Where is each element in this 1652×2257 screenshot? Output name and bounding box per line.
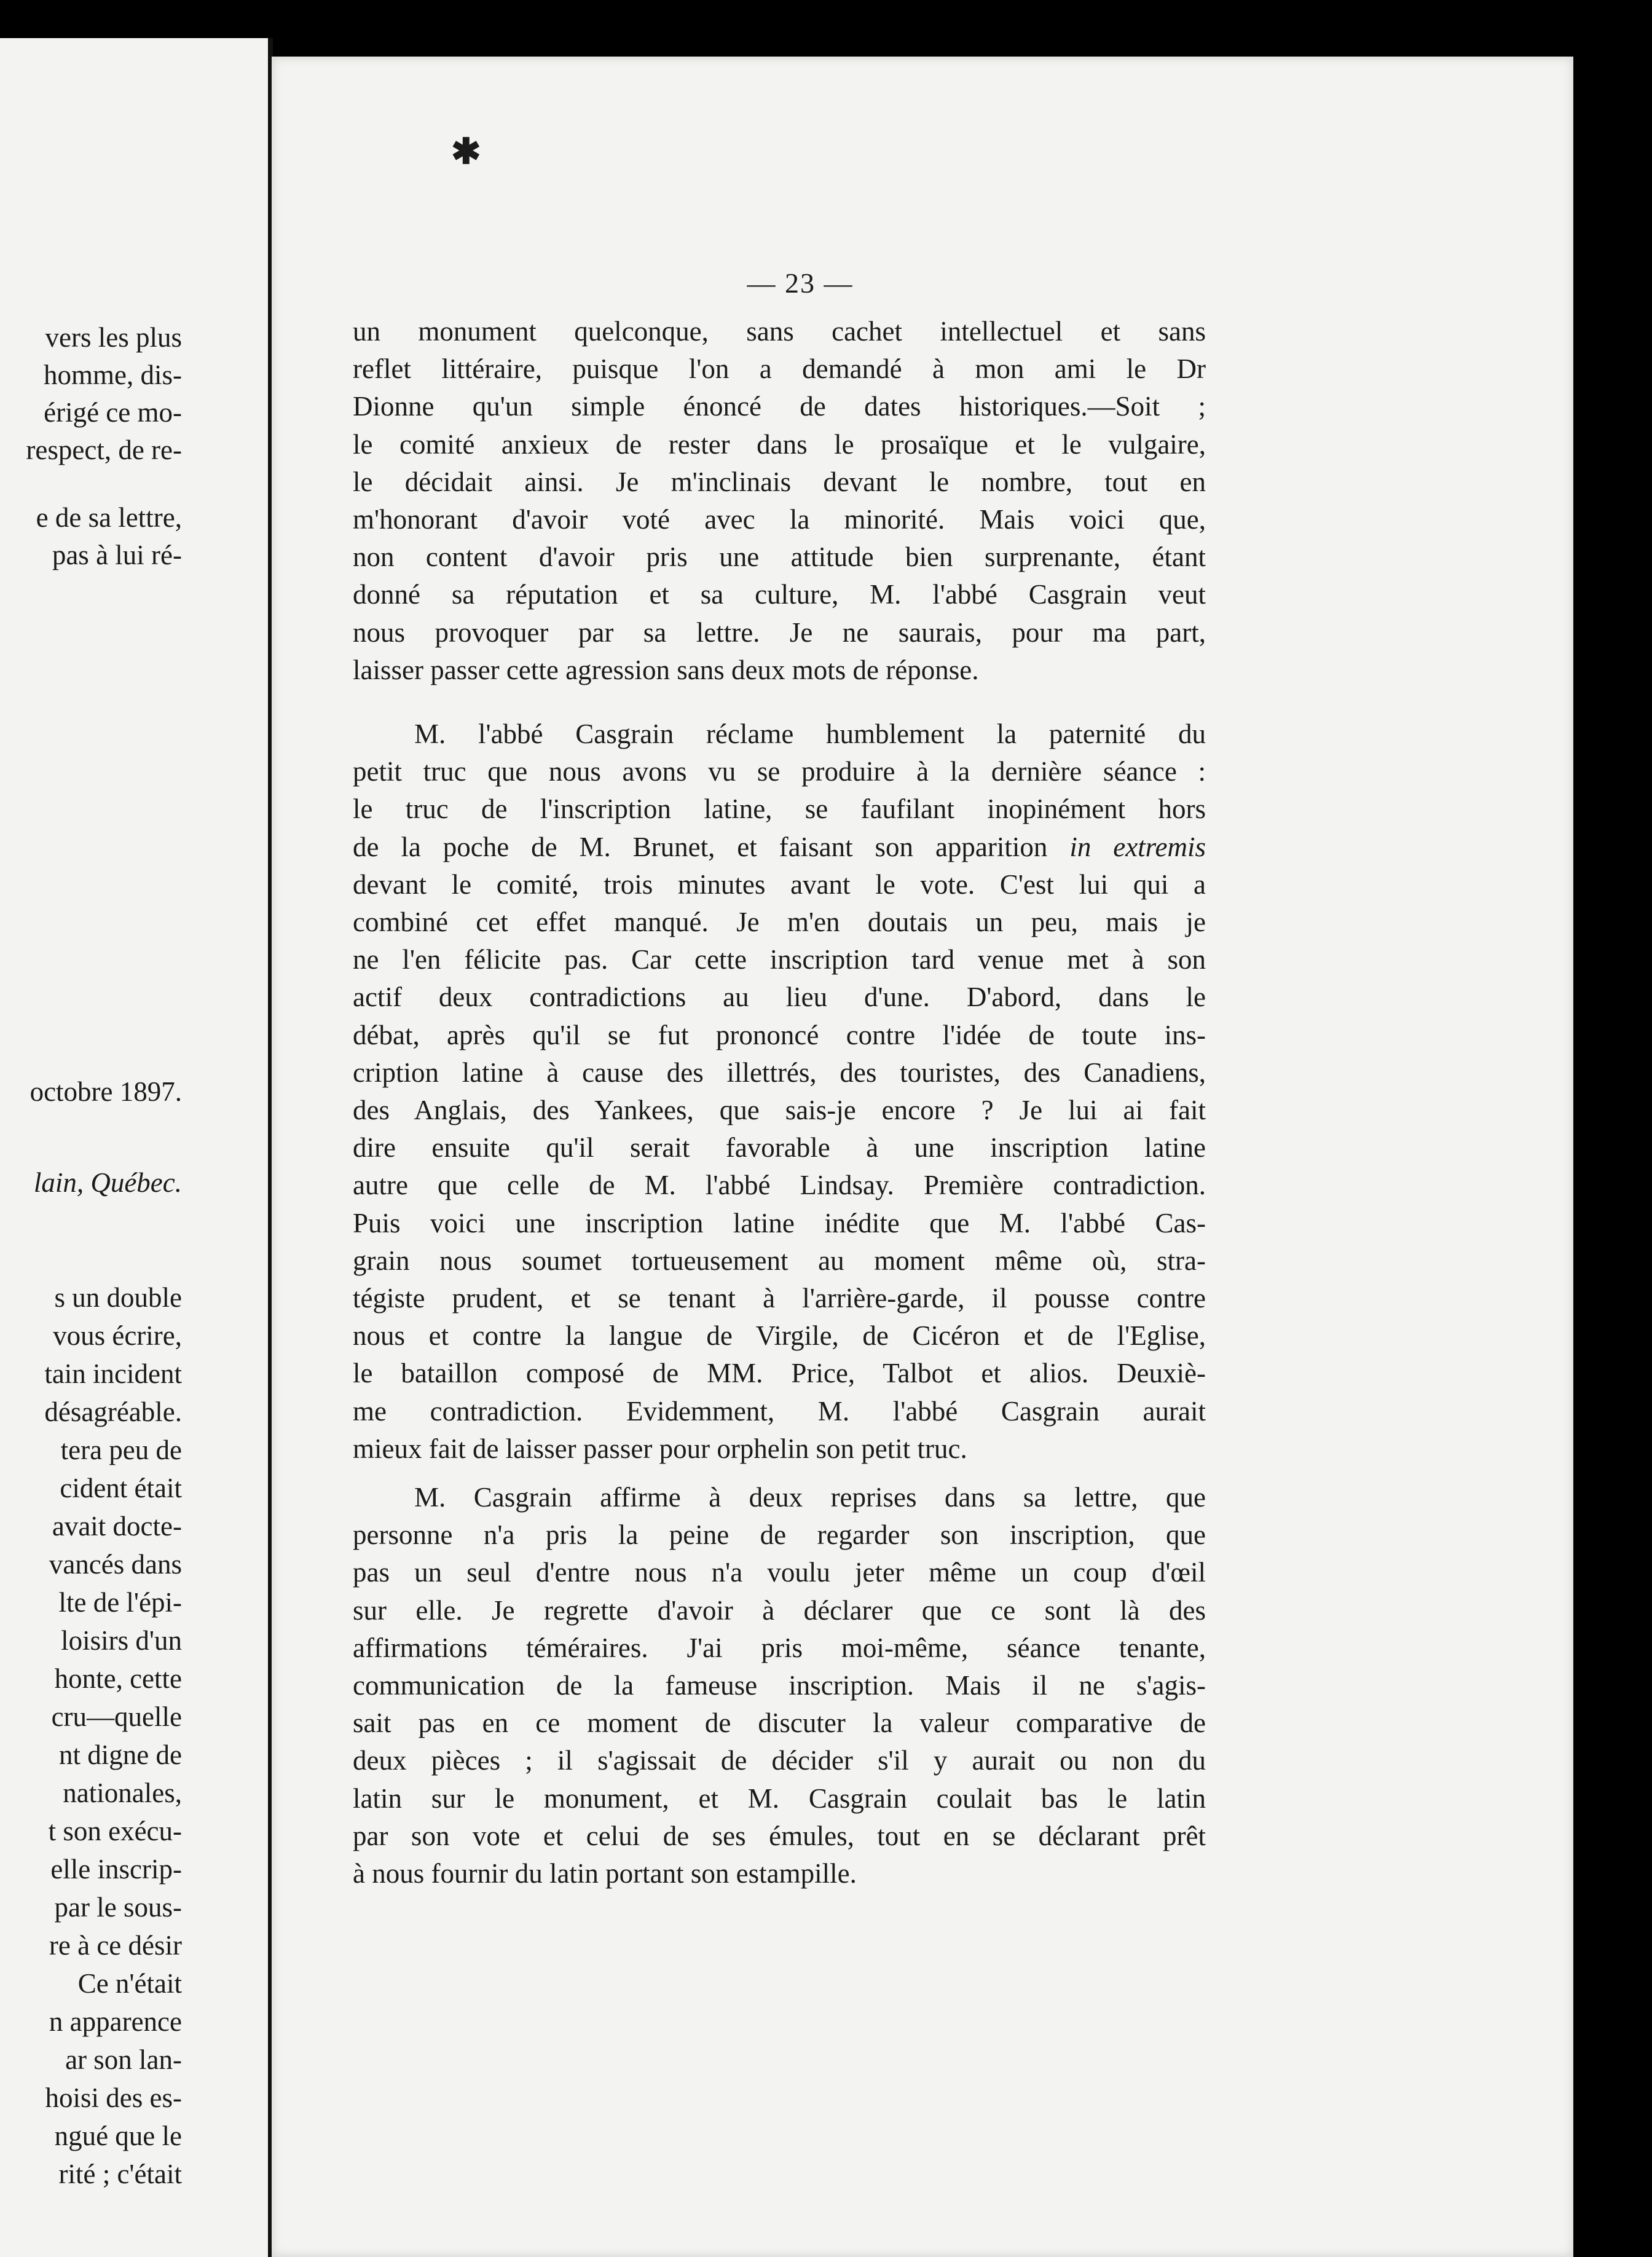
body-text-line: nous et contre la langue de Virgile, de Cicéron et de l'Eglise,	[353, 1320, 1206, 1352]
left-page-line: t son exécu-	[48, 1816, 182, 1846]
body-text-line: grain nous soumet tortueusement au moment même où, stra-	[353, 1245, 1206, 1276]
body-text-line: Puis voici une inscription latine inédite que M. l'abbé Cas-	[353, 1207, 1206, 1239]
left-page-line: nationales,	[63, 1778, 182, 1808]
left-page-line: octobre 1897.	[30, 1076, 182, 1107]
left-page-line: respect, de re-	[26, 435, 182, 465]
left-page-line: re à ce désir	[49, 1930, 182, 1961]
body-text-line: autre que celle de M. l'abbé Lindsay. Première contradiction.	[353, 1170, 1206, 1201]
body-text-line: tégiste prudent, et se tenant à l'arrière-garde, il pousse contre	[353, 1283, 1206, 1314]
left-page-line: rité ; c'était	[58, 2159, 182, 2189]
body-text-line: le bataillon composé de MM. Price, Talbot et alios. Deuxiè-	[353, 1358, 1206, 1389]
left-page-line: pas à lui ré-	[52, 540, 182, 570]
body-text-line: le comité anxieux de rester dans le prosaïque et le vulgaire,	[353, 428, 1206, 460]
body-text-line: le décidait ainsi. Je m'inclinais devant le nombre, tout en	[353, 466, 1206, 497]
body-text-line: donné sa réputation et sa culture, M. l'abbé Casgrain veut	[353, 579, 1206, 610]
body-text-line: ne l'en félicite pas. Car cette inscription tard venue met à son	[353, 944, 1206, 975]
body-text-line: le truc de l'inscription latine, se faufilant inopinément hors	[353, 794, 1206, 825]
body-text-line: deux pièces ; il s'agissait de décider s'il y aurait ou non du	[353, 1745, 1206, 1776]
body-text-line: laisser passer cette agression sans deux mots de réponse.	[353, 654, 979, 685]
body-text-line: nous provoquer par sa lettre. Je ne saurais, pour ma part,	[353, 616, 1206, 648]
body-text-line: à nous fournir du latin portant son estampille.	[353, 1858, 857, 1889]
body-text-line: communication de la fameuse inscription. Mais il ne s'agis-	[353, 1670, 1206, 1701]
left-page-line: Ce n'était	[77, 1968, 182, 1999]
left-page-line: avait docte-	[52, 1511, 182, 1542]
ornament-mark: ✱	[451, 132, 481, 171]
body-text-line: actif deux contradictions au lieu d'une. D'abord, dans le	[353, 982, 1206, 1013]
left-page-line: lte de l'épi-	[58, 1587, 182, 1618]
left-page-line: ngué que le	[54, 2121, 182, 2151]
body-text-line: mieux fait de laisser passer pour orphelin son petit truc.	[353, 1433, 967, 1464]
body-text-line: M. Casgrain affirme à deux reprises dans sa lettre, que	[414, 1482, 1206, 1513]
left-page-line: tain incident	[44, 1358, 182, 1389]
body-text-line: non content d'avoir pris une attitude bien surprenante, étant	[353, 542, 1206, 573]
left-page-line: hoisi des es-	[45, 2082, 182, 2113]
body-text-line: personne n'a pris la peine de regarder son inscription, que	[353, 1519, 1206, 1551]
left-page-line: cident était	[60, 1473, 182, 1503]
body-text-line: cription latine à cause des illettrés, des touristes, des Canadiens,	[353, 1057, 1206, 1088]
body-text-line: sur elle. Je regrette d'avoir à déclarer que ce sont là des	[353, 1594, 1206, 1626]
left-page-line: s un double	[54, 1282, 182, 1313]
left-page-line: homme, dis-	[44, 360, 182, 390]
left-page	[0, 38, 268, 2257]
body-text-line: de la poche de M. Brunet, et faisant son apparition in extremis	[353, 831, 1206, 862]
body-text-line: un monument quelconque, sans cachet intellectuel et sans	[353, 316, 1206, 347]
page-number: — 23 —	[747, 267, 854, 299]
body-text-line: me contradiction. Evidemment, M. l'abbé Casgrain aurait	[353, 1395, 1206, 1427]
body-text-line: latin sur le monument, et M. Casgrain coulait bas le latin	[353, 1782, 1206, 1814]
body-text-line: m'honorant d'avoir voté avec la minorité. Mais voici que,	[353, 504, 1206, 535]
right-page	[272, 57, 1573, 2257]
left-page-line: vous écrire,	[53, 1320, 182, 1351]
body-text-line: combiné cet effet manqué. Je m'en doutais un peu, mais je	[353, 907, 1206, 937]
left-page-line: vers les plus	[45, 322, 182, 353]
body-text-line: petit truc que nous avons vu se produire à la dernière séance :	[353, 756, 1206, 787]
left-page-line: désagréable.	[44, 1396, 182, 1427]
body-text-line: reflet littéraire, puisque l'on a demandé à mon ami le Dr	[353, 353, 1206, 385]
body-text-line: M. l'abbé Casgrain réclame humblement la paternité du	[414, 719, 1206, 749]
left-page-line: cru—quelle	[51, 1701, 182, 1732]
left-page-line: lain, Québec.	[33, 1167, 182, 1198]
body-text-line: des Anglais, des Yankees, que sais-je encore ? Je lui ai fait	[353, 1095, 1206, 1125]
body-text-line: débat, après qu'il se fut prononcé contre l'idée de toute ins-	[353, 1019, 1206, 1050]
left-page-line: loisirs d'un	[61, 1625, 182, 1656]
left-page-line: par le sous-	[54, 1892, 182, 1923]
left-page-line: n apparence	[49, 2006, 182, 2037]
body-text-line: dire ensuite qu'il serait favorable à une inscription latine	[353, 1132, 1206, 1164]
body-text-line: Dionne qu'un simple énoncé de dates historiques.—Soit ;	[353, 391, 1206, 422]
left-page-line: nt digne de	[59, 1739, 182, 1770]
left-page-line: ar son lan-	[65, 2044, 182, 2075]
body-text-line: sait pas en ce moment de discuter la valeur comparative de	[353, 1708, 1206, 1739]
left-page-line: honte, cette	[54, 1663, 182, 1694]
left-page-line: tera peu de	[60, 1435, 182, 1465]
left-page-line: érigé ce mo-	[44, 397, 182, 428]
body-text-line: affirmations téméraires. J'ai pris moi-même, séance tenante,	[353, 1632, 1206, 1663]
left-page-line: elle inscrip-	[50, 1854, 182, 1885]
body-text-line: pas un seul d'entre nous n'a voulu jeter même un coup d'œil	[353, 1557, 1206, 1588]
left-page-line: vancés dans	[49, 1549, 182, 1580]
body-text-line: devant le comité, trois minutes avant le vote. C'est lui qui a	[353, 869, 1206, 900]
left-page-line: e de sa lettre,	[36, 502, 182, 533]
body-text-line: par son vote et celui de ses émules, tout en se déclarant prêt	[353, 1820, 1206, 1851]
